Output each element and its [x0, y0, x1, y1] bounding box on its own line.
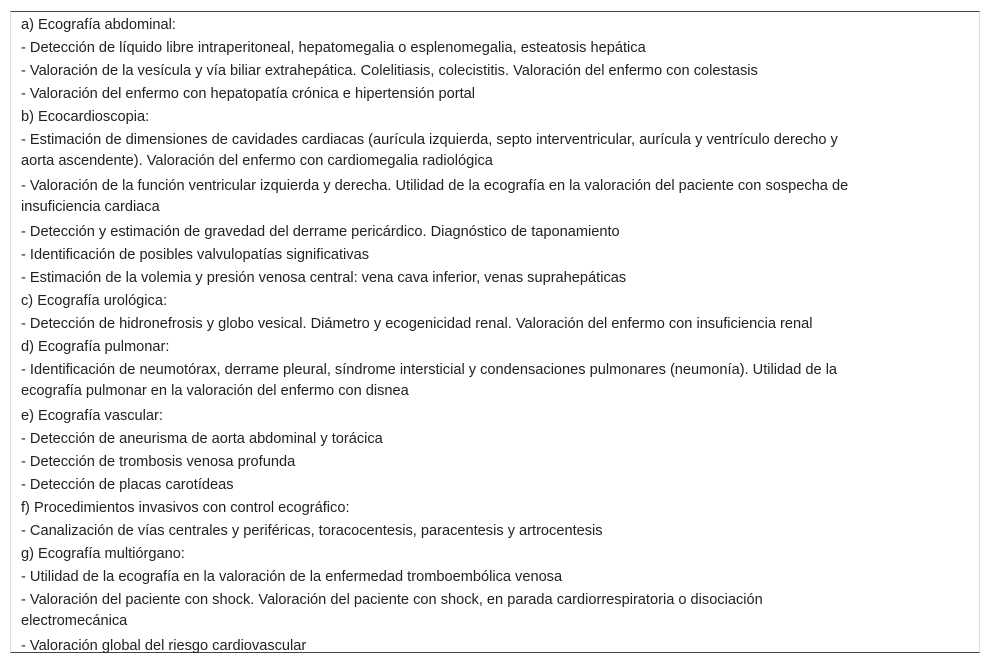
list-item-continuation: insuficiencia cardiaca — [21, 199, 160, 215]
list-item: - Identificación de posibles valvulopatías significativas — [21, 247, 370, 263]
section-heading-abdominal: a) Ecografía abdominal: — [21, 17, 176, 33]
list-item: - Canalización de vías centrales y periféricas, toracocentesis, paracentesis y artrocentesis — [21, 523, 603, 539]
list-item: - Valoración de la función ventricular izquierda y derecha. Utilidad de la ecografía en la valoración del paciente con sospecha de — [21, 178, 849, 194]
list-item: - Valoración global del riesgo cardiovascular — [21, 638, 307, 654]
list-item: - Detección y estimación de gravedad del derrame pericárdico. Diagnóstico de taponamiento — [21, 224, 620, 240]
list-item-continuation: electromecánica — [21, 613, 128, 629]
list-item: - Detección de líquido libre intraperitoneal, hepatomegalia o esplenomegalia, esteatosis hepática — [21, 40, 646, 56]
list-item: - Valoración del enfermo con hepatopatía crónica e hipertensión portal — [21, 86, 476, 102]
content-block — [21, 14, 971, 658]
list-item: - Detección de placas carotídeas — [21, 477, 234, 493]
section-heading-vascular: e) Ecografía vascular: — [21, 408, 163, 424]
list-item-continuation: aorta ascendente). Valoración del enfermo con cardiomegalia radiológica — [21, 153, 493, 169]
list-item: - Valoración del paciente con shock. Valoración del paciente con shock, en parada cardiorrespiratoria o disociación — [21, 592, 763, 608]
list-item: - Estimación de la volemia y presión venosa central: vena cava inferior, venas suprahepáticas — [21, 270, 627, 286]
section-heading-multiorgano: g) Ecografía multiórgano: — [21, 546, 185, 562]
list-item: - Detección de hidronefrosis y globo vesical. Diámetro y ecogenicidad renal. Valoración del enfermo con insuficiencia renal — [21, 316, 813, 332]
list-item: - Detección de aneurisma de aorta abdominal y torácica — [21, 431, 383, 447]
list-item-continuation: ecografía pulmonar en la valoración del enfermo con disnea — [21, 383, 409, 399]
section-heading-urologica: c) Ecografía urológica: — [21, 293, 168, 309]
list-item: - Estimación de dimensiones de cavidades cardiacas (aurícula izquierda, septo interventricular, aurícula y ventrículo derecho y — [21, 132, 838, 148]
list-item: - Utilidad de la ecografía en la valoración de la enfermedad tromboembólica venosa — [21, 569, 563, 585]
section-heading-procedimientos: f) Procedimientos invasivos con control ecográfico: — [21, 500, 350, 516]
section-heading-ecocardioscopia: b) Ecocardioscopia: — [21, 109, 150, 125]
list-item: - Identificación de neumotórax, derrame pleural, síndrome intersticial y condensaciones pulmonares (neumonía). Utilidad de la — [21, 362, 838, 378]
section-heading-pulmonar: d) Ecografía pulmonar: — [21, 339, 170, 355]
list-item: - Detección de trombosis venosa profunda — [21, 454, 296, 470]
list-item: - Valoración de la vesícula y vía biliar extrahepática. Colelitiasis, colecistitis. Valoración del enfermo con colestasis — [21, 63, 758, 79]
